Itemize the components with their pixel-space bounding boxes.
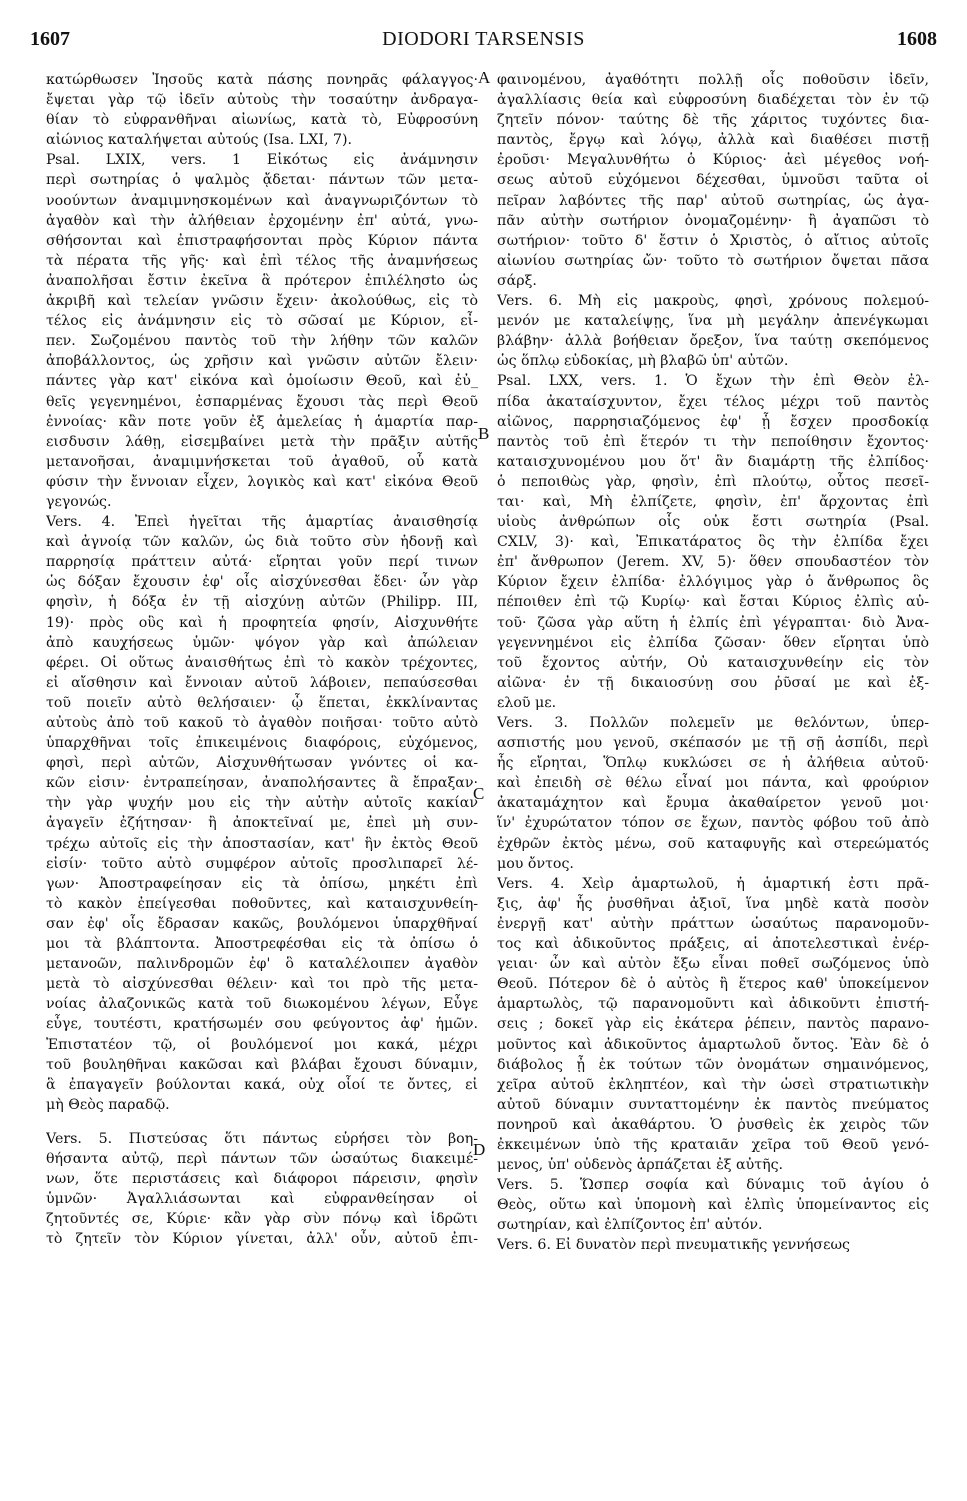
text-line: καὶ ἀγνοίᾳ τῶν καλῶν, ὡς διὰ τοῦτο σὺν ἡδονῇ καὶ: [46, 534, 478, 551]
text-line: χεῖρα αὐτοῦ ἐκληπτέον, καὶ τὴν ὡσεὶ στρατιωτικὴν: [497, 1076, 929, 1093]
text-line: νοίας ἀλαζονικῶς κατὰ τοῦ διωκομένου λέγων, Εὖγε: [46, 996, 478, 1013]
text-line: θίαν τὸ εὐφρανθῆναι αἰωνίως, κατὰ τὸ, Εὐφροσύνη: [46, 112, 478, 129]
text-line: θεῖς γεγενημένοι, ἐσπαρμένας ἔχουσι τὰς περὶ Θεοῦ: [46, 393, 478, 410]
text-line: μενος, ὑπ' οὐδενὸς ἁρπάζεται ἐξ αὐτῆς.: [497, 1157, 784, 1174]
text-line: εὖγε, τουτέστι, κρατήσωμέν σου φεύγοντος ἀφ' ἡμῶν.: [46, 1016, 478, 1033]
text-line: ὁ πεποιθὼς γὰρ, φησὶν, ἐπὶ πλούτῳ, οὗτος πεσεῖ-: [497, 473, 929, 490]
text-line: Psal. LXIX, vers. 1 Εἰκότως εἰς ἀνάμνησιν: [46, 152, 478, 169]
page-number-right: 1608: [897, 28, 937, 50]
text-line: τοῦ βουληθῆναι κακῶσαι καὶ βλάβαι ἔχουσι δύναμιν,: [46, 1056, 478, 1073]
text-line: Vers. 4. Ἐπεὶ ἡγεῖται τῆς ἁμαρτίας ἀναισθησίᾳ: [46, 514, 478, 531]
text-line: γειαι· ὧν καὶ αὐτὸν ἔξω εἶναι ποθεῖ σωζόμενος ὑπὸ: [497, 956, 929, 973]
text-line: ἐχθρῶν ἐκτὸς μένω, σοῦ καταφυγῆς καὶ στερεώματός: [497, 835, 929, 852]
text-line: μοι τὰ βλάπτοντα. Ἀποστρεφέσθαι εἰς τὰ ὀπίσω ὁ: [46, 936, 478, 953]
text-line: ελοῦ με.: [497, 694, 557, 711]
text-line: πᾶν αὐτὴν σωτήριον ὀνομαζομένην· ἢ ἀγαπῶσι τὸ: [497, 212, 929, 229]
text-line: τὰ πέρατα τῆς γῆς· καὶ ἐπὶ τέλος τῆς ἀναμνήσεως: [46, 252, 478, 269]
text-line: τοῦ ποιεῖν αὐτὸ θελήσαιεν· ᾧ ἕπεται, ἐκκλίναντας: [46, 694, 478, 711]
text-line: νων, ὅτε περιστάσεις καὶ διάφοροι πάρεισιν, φησὶν: [46, 1171, 478, 1188]
text-line: ἀκαταμάχητον καὶ ἔρυμα ἀκαθαίρετον γενοῦ μοι·: [497, 795, 929, 812]
left-column: [46, 70, 478, 1249]
text-line: αἰώνιος καταλήψεται αὐτούς (Isa. LXI, 7).: [46, 132, 353, 149]
text-line: τρέχω αὐτοῖς εἰς τὴν ἀποστασίαν, κατ' ἣν ἐκτὸς Θεοῦ: [46, 835, 478, 852]
text-line: τοῦ ἔχοντος αὐτήν, Οὐ καταισχυνθείην εἰς τὸν: [497, 654, 929, 671]
text-line: τὸ κακὸν ἐπείγεσθαι ποθοῦντες, καὶ καταισχυνθείη-: [46, 895, 478, 912]
text-line: σωτηρίαν, καὶ ἐλπίζοντος ἐπ' αὐτόν.: [497, 1217, 763, 1234]
text-line: ασπιστής μου γενοῦ, σκέπασόν με τῇ σῇ ἀσπίδι, περὶ: [497, 735, 929, 752]
text-line: πάντες γὰρ κατ' εἰκόνα καὶ ὁμοίωσιν Θεοῦ, καὶ ἐὐ_: [46, 373, 478, 390]
text-line: φαινομένου, ἀγαθότητι πολλῇ οἷς ποθοῦσιν ἰδεῖν,: [497, 72, 929, 88]
text-line: αἰωνίου σωτηρίας ὤν· τοῦτο τὸ σωτήριον ὄψεται πᾶσα: [497, 252, 929, 269]
text-line: εἰσίν· τοῦτο αὐτὸ συμφέρον αὐτοῖς προσλιπαρεῖ λέ-: [46, 855, 478, 872]
text-line: θήσαντα αὐτῷ, περὶ πάντων τῶν ὡσαύτως διακειμέ-: [46, 1150, 478, 1167]
text-line: αἰῶνα· ἐν τῇ δικαιοσύνῃ σου ῥῦσαί με καὶ ἐξ-: [497, 674, 929, 691]
text-line: πεῖραν λαβόντες τῆς παρ' αὐτοῦ σωτηρίας, ὡς ἀγα-: [497, 192, 929, 209]
text-line: ἐροῦσι· Μεγαλυνθήτω ὁ Κύριος· ἀεὶ μέγεθος νοή-: [497, 152, 929, 169]
text-line: διάβολος ᾖ ἐκ τούτων τῶν ὀνομάτων σημαινόμενος,: [497, 1056, 929, 1073]
text-line: ὡς ὅπλῳ εὐδοκίας, μὴ βλαβῶ ὑπ' αὐτῶν.: [497, 353, 789, 370]
text-line: γεγονώς.: [46, 493, 112, 510]
text-line: μενόν με καταλείψῃς, ἵνα μὴ μεγάλην ἀπενέγκωμαι: [497, 313, 929, 330]
text-line: ἐκκειμένων ὑπὸ τῆς κραταιᾶν χεῖρα τοῦ Θεοῦ γενό-: [497, 1136, 929, 1153]
text-line: ὑπαρχθῆναι τοῖς ἐπικειμένοις διαφόροις, εὐχόμενος,: [46, 735, 478, 752]
text-line: τὴν γὰρ ψυχήν μου εἰς τὴν αὐτὴν αὐτοῖς κακίαν: [46, 795, 478, 812]
text-line: ἀγαγεῖν ἐζήτησαν· ἢ ἀποκτεῖναί με, ἐπεὶ μὴ συν-: [46, 815, 478, 832]
text-line: CXLV, 3)· καὶ, Ἐπικατάρατος ὃς τὴν ἐλπίδα ἔχει: [497, 534, 929, 551]
text-line: γεγεννημένοι εἰς ἐλπίδα ζῶσαν· ὅθεν εἴρηται ὑπὸ: [497, 634, 929, 651]
right-column: [497, 70, 929, 1256]
text-line: εἰ αἴσθησιν καὶ ἔννοιαν αὐτοῦ λάβοιεν, πεπαύσεσθαι: [46, 674, 478, 691]
text-line: μετανοῶν, παλινδρομῶν ἐφ' ὃ καταλέλοιπεν ἀγαθὸν: [46, 956, 478, 973]
text-line: τοῦ· ζῶσα γὰρ αὕτη ἡ ἐλπίς ἐπὶ γέγραπται· διὸ Ἀνα-: [497, 614, 929, 631]
text-line: Vers. 5. Πιστεύσας ὅτι πάντως εὑρήσει τὸν βοη-: [46, 1130, 478, 1147]
text-line: εισδυσιν λάθῃ, εἰσεμβαίνει μετὰ τὴν πρᾶξιν αὐτῆς: [46, 433, 478, 450]
text-line: ἀναπολῆσαι ἔστιν ἐκεῖνα ἃ πρότερον ἐπιλέλησto ὡς: [46, 272, 478, 289]
margin-letter-b: B: [478, 424, 490, 443]
text-line: Ἐπιστατέον τῷ, οἱ βουλόμενοί μοι κακά, μέχρι: [46, 1036, 478, 1053]
text-line: φησὶ, περὶ αὐτῶν, Αἰσχυνθήτωσαν γνόντες οἱ κα-: [46, 755, 478, 772]
text-line: Vers. 6. Εἰ δυνατὸν περὶ πνευματικῆς γεννήσεως: [497, 1237, 850, 1254]
text-line: πεν. Σωζομένου παντὸς τοῦ τὴν λήθην τῶν καλῶν: [46, 333, 478, 350]
text-line: νοούντων ἀναμιμνησκομένων καὶ ἀναγνωριζόντων τὸ: [46, 192, 478, 209]
text-line: ἁμαρτωλὸς, τῷ παρανομοῦντι καὶ ἀδικοῦντι ἐπιστή-: [497, 996, 929, 1013]
text-line: Vers. 5. Ὥσπερ σοφία καὶ δύναμις τοῦ ἁγίου ὁ: [497, 1177, 929, 1194]
text-line: σεις ; δοκεῖ γὰρ εἰς ἑκάτερα ῥέπειν, παντὸς παρανο-: [497, 1016, 929, 1033]
text-line: αὐτοὺς ἀπὸ τοῦ κακοῦ τὸ ἀγαθὸν ποιῆσαι· τοῦτο αὐτὸ: [46, 715, 478, 731]
text-line: γων· Ἀποστραφείησαν εἰς τὰ ὀπίσω, μηκέτι ἐπὶ: [46, 875, 478, 892]
text-line: ζητεῖν πόνον· ταύτης δὲ τῆς χάριτος τυχόντες δια-: [497, 112, 929, 129]
text-line: φησὶν, ἡ δόξα ἐν τῇ αἰσχύνῃ αὐτῶν (Philipp. III,: [46, 594, 478, 611]
text-line: τὸ ζητεῖν τὸν Κύριον γίνεται, ἀλλ' οὖν, αὐτοῦ ἐπι-: [46, 1231, 478, 1248]
text-line: ἀπὸ καυχήσεως ὑμῶν· ψόγον γὰρ καὶ ἀπώλειαν: [46, 634, 478, 651]
text-line: μετανοῆσαι, ἀναμιμνήσκεται τοῦ ἀγαθοῦ, οὗ κατὰ: [46, 453, 478, 470]
text-line: ξις, ἀφ' ἧς ῥυσθῆναι ἀξιοῖ, ἵνα μηδὲ κατὰ ποσὸν: [497, 895, 929, 912]
text-line: ἵν' ἐχυρώτατον τόπον σε ἔχων, παντὸς φόβου τοῦ ἀπὸ: [497, 815, 929, 832]
text-line: ἀγαλλίασις θεία καὶ εὐφροσύνη διαδέχεται τὸν ἐν τῷ: [497, 92, 929, 109]
text-line: μοῦντος καὶ ἀδικοῦντος ἁμαρτωλοῦ ὄντος. Ἐὰν δὲ ὁ: [497, 1036, 929, 1053]
text-line: Vers. 3. Πολλῶν πολεμεῖν με θελόντων, ὑπερ-: [497, 715, 929, 731]
text-line: τέλος εἰς ἀνάμνησιν εἰς τὸ σῶσαί με Κύριον, εἶ-: [46, 313, 478, 330]
text-line: ἔψεται γὰρ τῷ ἰδεῖν αὐτοὺς τὴν τοσαύτην ἀνδραγα-: [46, 92, 478, 109]
text-line: ἃ ἐπαγαγεῖν βούλονται κακά, οὐχ οἷοί τε ὄντες, εἰ: [46, 1076, 478, 1093]
text-line: Psal. LXX, vers. 1. Ὁ ἔχων τὴν ἐπὶ Θεὸν ἐλ-: [497, 373, 929, 390]
text-line: Θεὸς, οὕτω καὶ ὑπομονὴ καὶ ἐλπὶς ὑπομείναντος εἰς: [497, 1197, 929, 1214]
running-title: DIODORI TARSENSIS: [382, 28, 585, 50]
text-line: Θεοῦ. Πότερον δὲ ὁ αὐτὸς ἢ ἕτερος καθ' ὑποκείμενον: [497, 976, 929, 993]
text-line: πίδα ἀκαταίσχυντον, ἔχει τέλος μέχρι τοῦ παντὸς: [497, 393, 929, 410]
text-line: σωτήριον· τοῦτο δ' ἔστιν ὁ Χριστὸς, ὁ αἴτιος αὐτοῖς: [497, 232, 929, 249]
text-line: περὶ σωτηρίας ὁ ψαλμὸς ᾄδεται· πάντων τῶν μετα-: [46, 172, 478, 189]
text-line: σεως αὐτοῦ εὐχόμενοι δέχεσθαι, ὑμνοῦσι ταῦτα οἱ: [497, 172, 929, 189]
text-line: Κύριον ἔχειν ἐλπίδα· ἐλλόγιμος γὰρ ὁ ἄνθρωπος ὃς: [497, 574, 929, 591]
text-line: σθήσονται καὶ ἐπιστραφήσονται πρὸς Κύριον πάντα: [46, 232, 478, 249]
text-line: σάρξ.: [497, 272, 537, 289]
text-line: ἧς εἴρηται, Ὅπλῳ κυκλώσει σε ἡ ἀλήθεια αὐτοῦ·: [497, 755, 929, 772]
text-line: παντὸς τοῦ ἐπὶ ἕτερόν τι τὴν πεποίθησιν ἔχοντος·: [497, 433, 929, 450]
text-line: ἐπ' ἄνθρωπον (Jerem. XV, 5)· ὅθεν σπουδαστέον τὸν: [497, 554, 929, 571]
text-line: Vers. 4. Χεὶρ ἁμαρτωλοῦ, ἡ ἁμαρτική ἐστι πρᾶ-: [497, 875, 929, 892]
page-number-left: 1607: [30, 28, 70, 50]
page-header: [0, 28, 967, 62]
text-line: πονηροῦ καὶ ἀκαθάρτου. Ὁ ῥυσθεὶς ἐκ χειρὸς τῶν: [497, 1116, 929, 1133]
text-line: φέρει. Οἱ οὕτως ἀναισθήτως ἐπὶ τὸ κακὸν τρέχοντες,: [46, 654, 478, 671]
text-line: κατώρθωσεν Ἰησοῦς κατὰ πάσης πονηρᾶς φάλαγγος·: [46, 72, 478, 88]
text-line: σαν ἐφ' οἷς ἔδρασαν κακῶς, βουλόμενοι ὑπαρχθῆναί: [46, 915, 478, 932]
text-line: παρρησίᾳ πράττειν αὐτά· εἴρηται γοῦν περί τινων: [46, 554, 478, 571]
text-line: υἱοὺς ἀνθρώπων οἷς οὐκ ἔστι σωτηρία (Psal.: [497, 514, 929, 531]
text-line: βλάβην· ἀλλὰ βοήθειαν ὄρεξον, ἵνα ταύτῃ σκεπόμενος: [497, 333, 929, 350]
text-line: παντὸς, ἔργῳ καὶ λόγῳ, ἀλλὰ καὶ διαθέσει πιστῇ: [497, 132, 929, 149]
text-line: καταισχυνομένου μου ὅτ' ἂν διαμάρτῃ τῆς ἐλπίδος·: [497, 453, 929, 470]
text-line: μου ὄντος.: [497, 855, 574, 872]
text-line: πέποιθεν ἐπὶ τῷ Κυρίῳ· καὶ ἔσται Κύριος ἐλπὶς αὐ-: [497, 594, 929, 611]
paragraph-gap: [46, 1115, 478, 1129]
text-line: αὐτοῦ δύναμιν συνταττομένην ἐκ παντὸς πνεύματος: [497, 1096, 929, 1113]
margin-letter-d: D: [473, 1140, 486, 1159]
text-line: ἀκριβῆ καὶ τελείαν γνῶσιν ἔχειν· ἀκολούθως, εἰς τὸ: [46, 293, 478, 310]
text-line: φύσιν τὴν ἔννοιαν εἶχεν, λογικὸς καὶ κατ' εἰκόνα Θεοῦ: [46, 473, 478, 490]
text-line: τος καὶ ἀδικοῦντος πράξεις, αἱ ἀποτελεστικαὶ ἐνέρ-: [497, 936, 929, 953]
text-line: ἐννοίας· κἂν ποτε γοῦν ἐξ ἀμελείας ἡ ἁμαρτία παρ-: [46, 413, 478, 430]
text-line: αἰῶνος, παρρησιαζόμενος ἐφ' ᾗ ἔσχεν προσδοκίᾳ: [497, 413, 929, 430]
text-line: 19)· πρὸς οὓς καὶ ἡ προφητεία φησίν, Αἰσχυνθήτε: [46, 614, 478, 631]
margin-letter-a: A: [478, 68, 491, 87]
text-line: ἀγαθὸν καὶ τὴν ἀλήθειαν ἐρχομένην ἐπ' αὐτά, γνω-: [46, 212, 478, 229]
text-line: ται· καὶ, Μὴ ἐλπίζετε, φησὶν, ἐπ' ἄρχοντας ἐπὶ: [497, 493, 929, 510]
text-line: ὑμνῶν· Ἀγαλλιάσωνται καὶ εὐφρανθείησαν οἱ: [46, 1191, 478, 1208]
margin-letter-c: C: [473, 784, 485, 803]
text-line: ἀποβάλλοντος, ὡς χρῆσιν καὶ γνῶσιν αὐτῶν ἔλειν·: [46, 353, 478, 370]
text-line: κῶν εἰσιν· ἐντραπείησαν, ἀναπολήσαντες ἃ ἔπραξαν·: [46, 775, 478, 792]
text-line: μετὰ τὸ αἰσχύνεσθαι θέλειν· καὶ τοι πρὸ τῆς μετα-: [46, 976, 478, 993]
text-line: ὡς δόξαν ἔχουσιν ἐφ' οἷς αἰσχύνεσθαι ἔδει· ὧν γὰρ: [46, 574, 478, 591]
text-line: ἐνεργῇ κατ' αὐτὴν πράττων ὡσαύτως παρανομοῦν-: [497, 915, 929, 932]
text-line: ζητοῦντές σε, Κύριε· κἂν γὰρ σὺν πόνῳ καὶ ἱδρῶτι: [46, 1211, 478, 1228]
text-line: Vers. 6. Μὴ εἰς μακροὺς, φησὶ, χρόνους πολεμού-: [497, 293, 929, 310]
text-line: καὶ ἐπειδὴ σὲ θέλω εἶναί μοι πάντα, καὶ φρούριον: [497, 775, 929, 792]
text-line: μὴ Θεὸς παραδῷ.: [46, 1096, 170, 1113]
